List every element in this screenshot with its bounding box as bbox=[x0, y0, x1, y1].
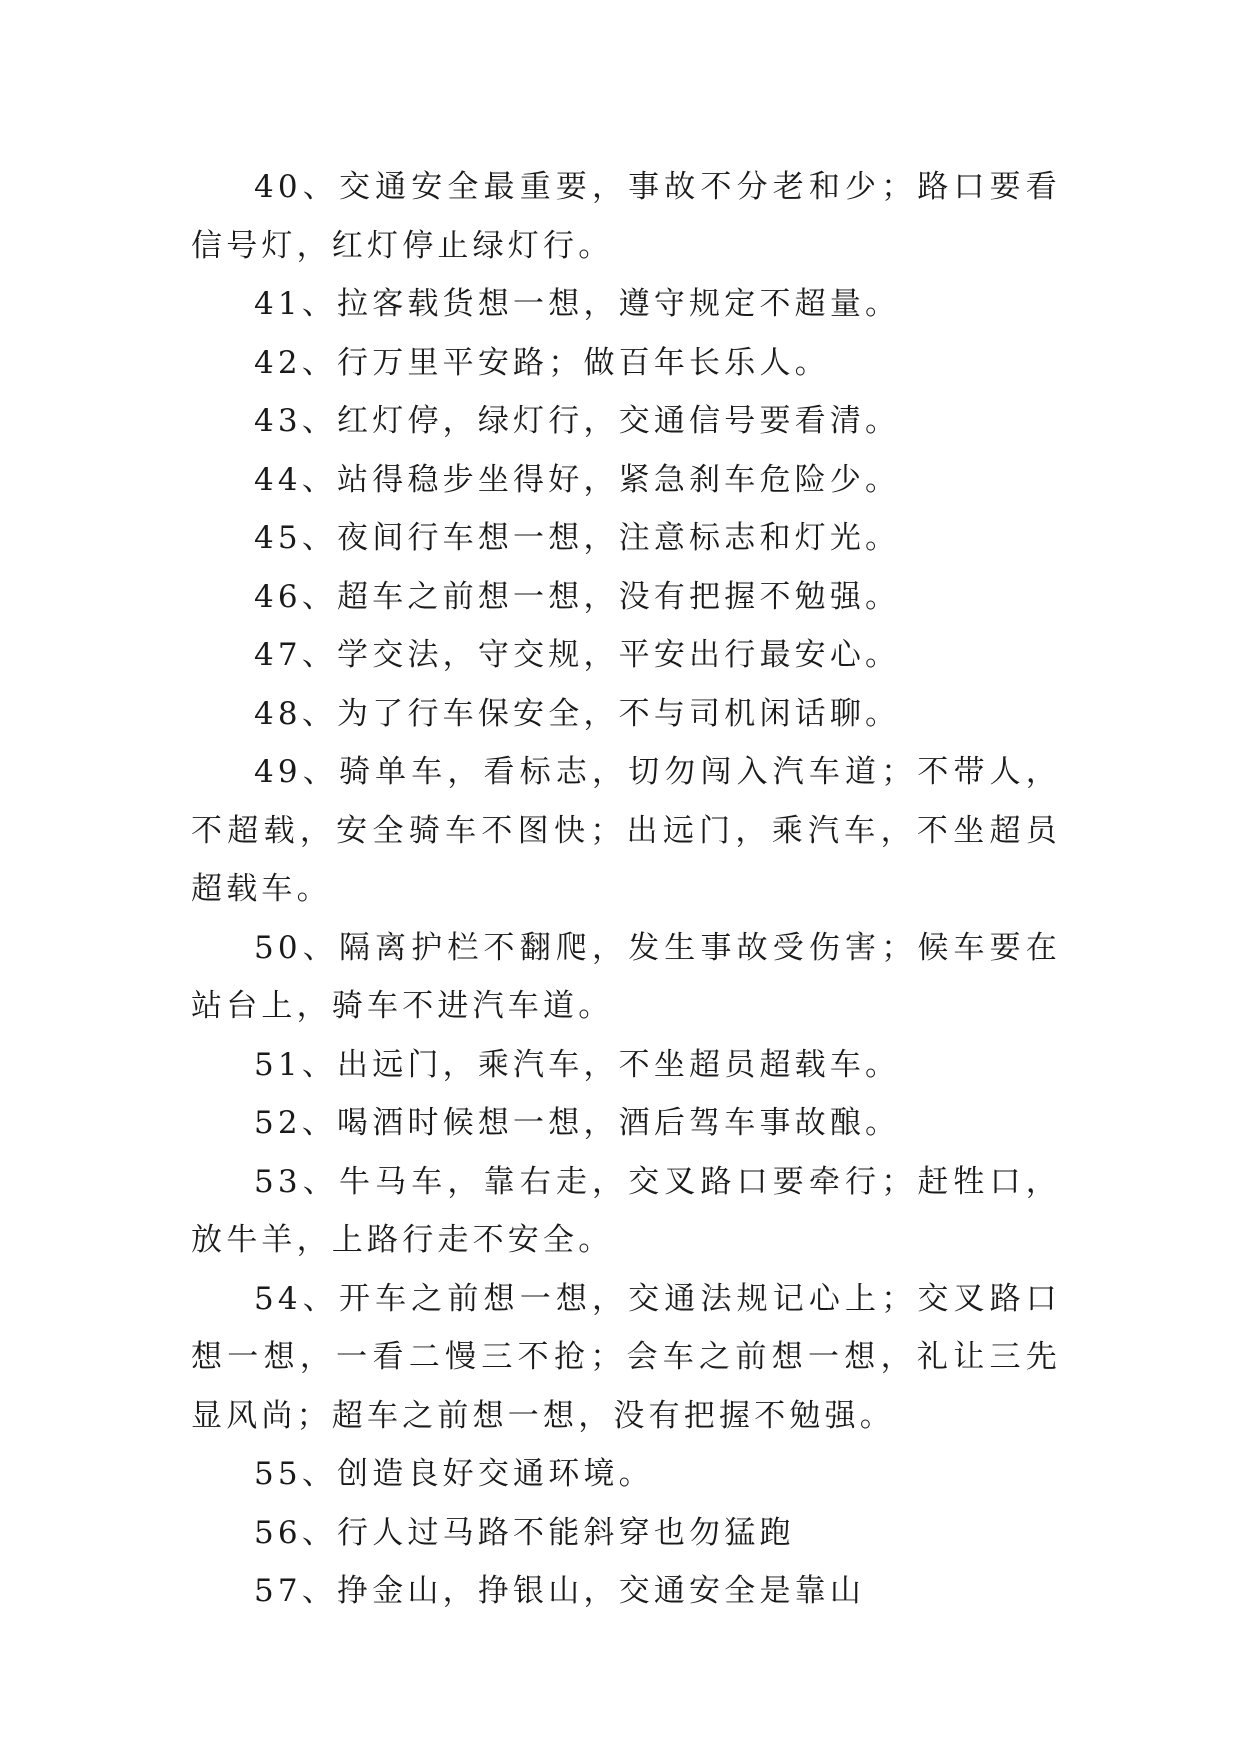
paragraph-53: 53、牛马车，靠右走，交叉路口要牵行；赶牲口，放牛羊，上路行走不安全。 bbox=[191, 1163, 1061, 1258]
paragraph-43: 43、红灯停，绿灯行，交通信号要看清。 bbox=[254, 403, 901, 439]
paragraph-42: 42、行万里平安路；做百年长乐人。 bbox=[254, 344, 830, 381]
paragraph-51: 51、出远门，乘汽车，不坐超员超载车。 bbox=[254, 1046, 901, 1083]
paragraph-57: 57、挣金山，挣银山，交通安全是靠山 bbox=[254, 1573, 866, 1609]
paragraph-52: 52、喝酒时候想一想，酒后驾车事故酿。 bbox=[254, 1105, 901, 1141]
paragraph-56: 56、行人过马路不能斜穿也勿猛跑 bbox=[254, 1514, 795, 1551]
paragraph-41: 41、拉客载货想一想，遵守规定不超量。 bbox=[254, 286, 901, 322]
paragraph-40: 40、交通安全最重要，事故不分老和少；路口要看信号灯，红灯停止绿灯行。 bbox=[191, 169, 1061, 264]
paragraph-55: 55、创造良好交通环境。 bbox=[254, 1456, 654, 1492]
paragraph-54: 54、开车之前想一想，交通法规记心上；交叉路口想一想，一看二慢三不抢；会车之前想一想，礼让三先显风尚；超车之前想一想，没有把握不勉强。 bbox=[191, 1280, 1061, 1434]
paragraph-44: 44、站得稳步坐得好，紧急刹车危险少。 bbox=[254, 461, 901, 498]
paragraph-47: 47、学交法，守交规，平安出行最安心。 bbox=[254, 637, 901, 673]
paragraph-50: 50、隔离护栏不翻爬，发生事故受伤害；候车要在站台上，骑车不进汽车道。 bbox=[191, 929, 1061, 1024]
paragraph-45: 45、夜间行车想一想，注意标志和灯光。 bbox=[254, 520, 901, 556]
paragraph-48: 48、为了行车保安全，不与司机闲话聊。 bbox=[254, 695, 901, 732]
paragraph-49: 49、骑单车，看标志，切勿闯入汽车道；不带人，不超载，安全骑车不图快；出远门，乘汽车，不坐超员超载车。 bbox=[191, 754, 1061, 907]
paragraph-46: 46、超车之前想一想，没有把握不勉强。 bbox=[254, 578, 901, 615]
document-body bbox=[191, 158, 1061, 1621]
